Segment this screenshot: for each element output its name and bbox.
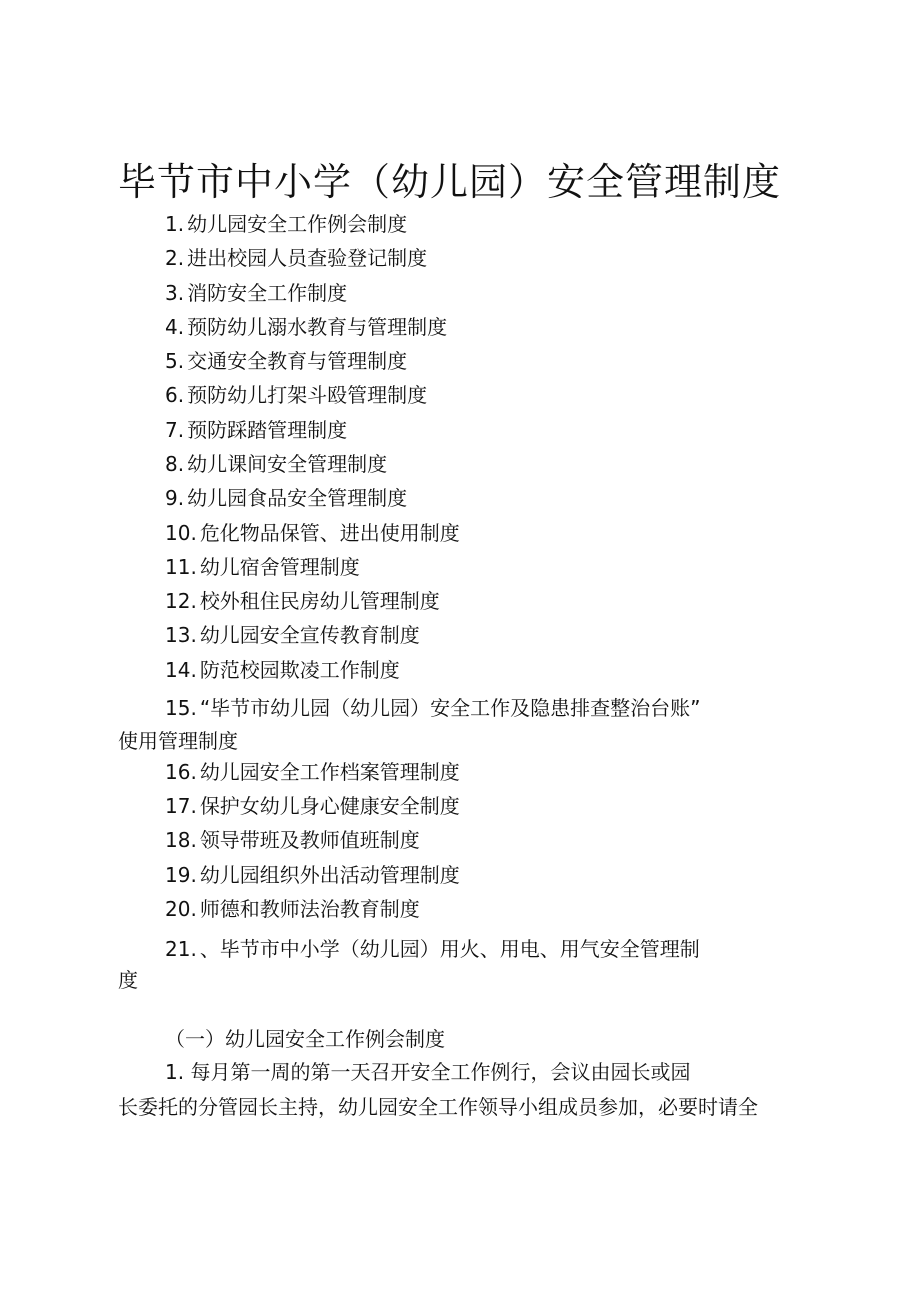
toc-item-text: 预防幼儿溺水教育与管理制度	[187, 315, 448, 339]
section-heading: （一）幼儿园安全工作例会制度	[165, 1027, 445, 1051]
toc-item-text: 幼儿园食品安全管理制度	[187, 486, 408, 510]
toc-item-number: 10.	[165, 521, 197, 545]
toc-item-number: 11.	[165, 555, 197, 579]
toc-item	[165, 484, 407, 512]
toc-item	[165, 347, 407, 375]
toc-item	[165, 895, 420, 923]
toc-item-text: 预防踩踏管理制度	[187, 418, 348, 442]
toc-item	[165, 861, 460, 889]
toc-item	[165, 381, 427, 409]
toc-item-text: 幼儿园组织外出活动管理制度	[199, 863, 460, 887]
toc-item-number: 8.	[165, 452, 185, 476]
toc-item-text: 幼儿园安全工作档案管理制度	[199, 760, 460, 784]
toc-item-text: 幼儿课间安全管理制度	[187, 452, 388, 476]
toc-item-number: 3.	[165, 281, 185, 305]
toc-item-number: 17.	[165, 794, 197, 818]
toc-item-text: 幼儿园安全宣传教育制度	[199, 623, 420, 647]
toc-item	[165, 587, 440, 615]
toc-item-text: 进出校园人员查验登记制度	[187, 246, 428, 270]
toc-item-text: 幼儿园安全工作例会制度	[187, 212, 408, 236]
toc-item-text: 预防幼儿打架斗殴管理制度	[187, 383, 428, 407]
toc-item	[165, 792, 460, 820]
toc-item-number: 2.	[165, 246, 185, 270]
toc-item	[165, 244, 427, 272]
toc-item	[165, 416, 347, 444]
toc-item-number: 21.	[165, 937, 197, 961]
toc-item	[165, 450, 387, 478]
toc-item-text: 交通安全教育与管理制度	[187, 349, 408, 373]
toc-item-number: 14.	[165, 658, 197, 682]
toc-item-text: 消防安全工作制度	[187, 281, 348, 305]
toc-item-text: 校外租住民房幼儿管理制度	[199, 589, 440, 613]
toc-item	[165, 621, 420, 649]
toc-item-number: 20.	[165, 897, 197, 921]
toc-item-number: 19.	[165, 863, 197, 887]
toc-item-number: 6.	[165, 383, 185, 407]
toc-item-number: 4.	[165, 315, 185, 339]
toc-item-number: 5.	[165, 349, 185, 373]
toc-item	[165, 313, 447, 341]
toc-item-continuation: 使用管理制度	[118, 729, 238, 753]
toc-item	[165, 210, 407, 238]
toc-item-text: 幼儿宿舍管理制度	[199, 555, 360, 579]
toc-item-text: 师德和教师法治教育制度	[199, 897, 420, 921]
paragraph-line: 1. 每月第一周的第一天召开安全工作例行，会议由园长或园	[165, 1060, 691, 1084]
toc-item	[165, 758, 460, 786]
toc-item-number: 12.	[165, 589, 197, 613]
toc-item-number: 1.	[165, 212, 185, 236]
page-title: 毕节市中小学（幼儿园）安全管理制度	[118, 160, 782, 204]
toc-item-text: 防范校园欺凌工作制度	[199, 658, 400, 682]
toc-item-number: 15.	[165, 696, 197, 720]
toc-item-continuation: 度	[118, 968, 138, 992]
toc-item-number: 7.	[165, 418, 185, 442]
toc-item-number: 13.	[165, 623, 197, 647]
toc-item-text: 保护女幼儿身心健康安全制度	[199, 794, 460, 818]
paragraph-line: 长委托的分管园长主持，幼儿园安全工作领导小组成员参加，必要时请全	[118, 1095, 758, 1119]
toc-item-number: 18.	[165, 828, 197, 852]
toc-item	[165, 826, 420, 854]
toc-item	[165, 694, 701, 722]
toc-item-text: “毕节市幼儿园（幼儿园）安全工作及隐患排查整治台账”	[199, 696, 701, 720]
toc-item	[165, 656, 400, 684]
toc-item-text: 危化物品保管、进出使用制度	[199, 521, 460, 545]
toc-item-text: 、毕节市中小学（幼儿园）用火、用电、用气安全管理制	[199, 937, 700, 961]
toc-item	[165, 553, 360, 581]
toc-item-text: 领导带班及教师值班制度	[199, 828, 420, 852]
toc-item-number: 16.	[165, 760, 197, 784]
toc-item	[165, 279, 347, 307]
toc-item-number: 9.	[165, 486, 185, 510]
toc-item	[165, 519, 460, 547]
toc-item	[165, 935, 700, 963]
